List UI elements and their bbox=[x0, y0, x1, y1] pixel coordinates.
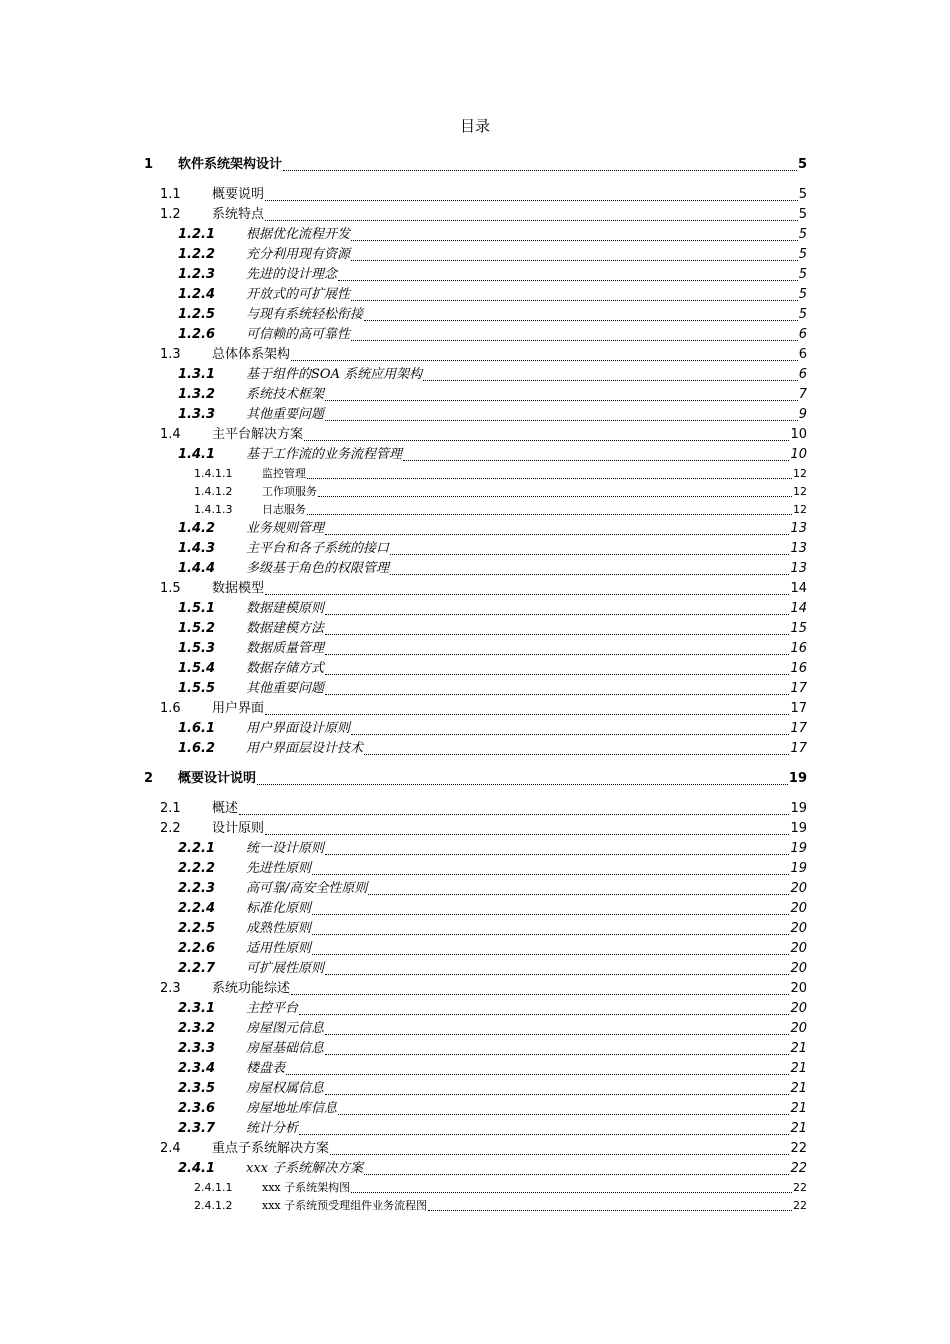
toc-entry-title: 充分利用现有资源 bbox=[246, 247, 351, 262]
toc-entry-number: 2.4.1.1 bbox=[194, 1181, 233, 1194]
toc-entry-number: 1.2.3 bbox=[178, 267, 216, 282]
toc-entry-title: 数据建模原则 bbox=[246, 601, 325, 616]
toc-entry-title: 房屋权属信息 bbox=[246, 1081, 325, 1096]
toc-entry[interactable] bbox=[178, 1079, 807, 1099]
toc-leader-dots bbox=[330, 1154, 789, 1155]
toc-entry-title: 用户界面 bbox=[212, 701, 265, 716]
toc-leader-dots bbox=[338, 280, 798, 281]
toc-entry-page: 22 bbox=[790, 1141, 807, 1156]
toc-entry[interactable] bbox=[144, 769, 807, 789]
toc-entry[interactable] bbox=[178, 739, 807, 759]
toc-entry[interactable] bbox=[178, 659, 807, 679]
toc-entry[interactable] bbox=[178, 619, 807, 639]
toc-entry-number: 1.5.2 bbox=[178, 621, 216, 636]
toc-entry-title: 统一设计原则 bbox=[246, 841, 325, 856]
toc-leader-dots bbox=[325, 1094, 789, 1095]
toc-entry[interactable] bbox=[178, 285, 807, 305]
toc-leader-dots bbox=[423, 380, 798, 381]
toc-entry-number: 1.3.3 bbox=[178, 407, 216, 422]
toc-entry-page: 19 bbox=[790, 841, 807, 856]
toc-leader-dots bbox=[265, 594, 789, 595]
toc-entry-number: 2.3.5 bbox=[178, 1081, 216, 1096]
toc-leader-dots bbox=[318, 496, 792, 497]
toc-leader-dots bbox=[390, 554, 789, 555]
toc-leader-dots bbox=[325, 420, 798, 421]
toc-leader-dots bbox=[312, 934, 789, 935]
toc-entry-number: 2.3.7 bbox=[178, 1121, 216, 1136]
toc-entry-number: 2.2.2 bbox=[178, 861, 216, 876]
toc-entry-number: 2.2.5 bbox=[178, 921, 216, 936]
toc-entry-page: 19 bbox=[790, 801, 807, 816]
toc-entry-page: 19 bbox=[788, 771, 807, 786]
toc-entry-title: 适用性原则 bbox=[246, 941, 312, 956]
toc-entry-page: 13 bbox=[790, 561, 807, 576]
toc-entry-number: 1.5.1 bbox=[178, 601, 216, 616]
toc-entry-page: 16 bbox=[790, 661, 807, 676]
toc-entry-page: 20 bbox=[790, 901, 807, 916]
toc-entry-number: 1.4.3 bbox=[178, 541, 216, 556]
toc-entry[interactable] bbox=[178, 385, 807, 405]
toc-entry[interactable] bbox=[194, 1197, 807, 1215]
toc-leader-dots bbox=[351, 240, 798, 241]
toc-entry-page: 5 bbox=[797, 157, 807, 172]
toc-entry[interactable] bbox=[178, 225, 807, 245]
toc-leader-dots bbox=[325, 534, 789, 535]
toc-leader-dots bbox=[312, 914, 789, 915]
toc-entry[interactable] bbox=[144, 155, 807, 175]
toc-leader-dots bbox=[390, 574, 789, 575]
toc-entry-page: 22 bbox=[793, 1199, 807, 1212]
toc-entry-number: 1.5.3 bbox=[178, 641, 216, 656]
toc-leader-dots bbox=[325, 854, 789, 855]
toc-entry-number: 2.4.1 bbox=[178, 1161, 216, 1176]
toc-entry-page: 5 bbox=[798, 227, 807, 242]
toc-entry-number: 1.4.1 bbox=[178, 447, 216, 462]
toc-entry-title: 高可靠/高安全性原则 bbox=[246, 881, 368, 896]
toc-entry-page: 14 bbox=[790, 601, 807, 616]
toc-entry-title: 用户界面设计原则 bbox=[246, 721, 351, 736]
toc-leader-dots bbox=[351, 260, 798, 261]
toc-entry-title: 工作项服务 bbox=[262, 485, 317, 498]
toc-leader-dots bbox=[325, 674, 789, 675]
toc-entry-number: 1.6 bbox=[160, 701, 181, 716]
toc-entry[interactable] bbox=[160, 819, 807, 839]
toc-entry-page: 21 bbox=[790, 1121, 807, 1136]
toc-entry[interactable] bbox=[178, 899, 807, 919]
toc-entry[interactable] bbox=[178, 325, 807, 345]
toc-entry-title: 可扩展性原则 bbox=[246, 961, 325, 976]
toc-entry-number: 2 bbox=[144, 771, 154, 786]
toc-entry-page: 22 bbox=[793, 1181, 807, 1194]
toc-entry-title: 主平台和各子系统的接口 bbox=[246, 541, 390, 556]
toc-entry-page: 7 bbox=[798, 387, 807, 402]
toc-entry-page: 21 bbox=[790, 1101, 807, 1116]
toc-entry[interactable] bbox=[160, 1139, 807, 1159]
toc-leader-dots bbox=[257, 784, 788, 785]
toc-entry[interactable] bbox=[160, 185, 807, 205]
toc-entry-page: 22 bbox=[790, 1161, 807, 1176]
toc-entry-title: 房屋图元信息 bbox=[246, 1021, 325, 1036]
toc-entry-title: 主控平台 bbox=[246, 1001, 299, 1016]
toc-entry[interactable] bbox=[178, 365, 807, 385]
toc-entry-number: 2.2.7 bbox=[178, 961, 216, 976]
toc-entry[interactable] bbox=[160, 699, 807, 719]
toc-entry-number: 1.4 bbox=[160, 427, 181, 442]
toc-entry[interactable] bbox=[178, 1099, 807, 1119]
toc-entry-number: 1.5.4 bbox=[178, 661, 216, 676]
toc-entry[interactable] bbox=[178, 939, 807, 959]
toc-entry[interactable] bbox=[178, 719, 807, 739]
toc-entry[interactable] bbox=[194, 501, 807, 519]
toc-entry[interactable] bbox=[178, 859, 807, 879]
toc-entry-title: xxx 子系统架构图 bbox=[262, 1181, 351, 1194]
toc-entry-title: 概要设计说明 bbox=[178, 771, 257, 786]
toc-entry-title: 概要说明 bbox=[212, 187, 265, 202]
toc-entry-title: 先进的设计理念 bbox=[246, 267, 338, 282]
toc-entry-page: 5 bbox=[798, 247, 807, 262]
toc-entry[interactable] bbox=[194, 465, 807, 483]
toc-entry-title: 数据存储方式 bbox=[246, 661, 325, 676]
toc-entry[interactable] bbox=[160, 345, 807, 365]
toc-entry[interactable] bbox=[160, 979, 807, 999]
toc-leader-dots bbox=[351, 734, 789, 735]
toc-entry-page: 20 bbox=[790, 961, 807, 976]
toc-entry-number: 1.5.5 bbox=[178, 681, 216, 696]
toc-entry-page: 5 bbox=[798, 287, 807, 302]
toc-entry-title: 房屋基础信息 bbox=[246, 1041, 325, 1056]
toc-entry-title: 数据建模方法 bbox=[246, 621, 325, 636]
toc-entry[interactable] bbox=[160, 425, 807, 445]
toc-entry-title: 成熟性原则 bbox=[246, 921, 312, 936]
toc-entry[interactable] bbox=[178, 959, 807, 979]
toc-entry-number: 2.3.2 bbox=[178, 1021, 216, 1036]
toc-entry[interactable] bbox=[178, 1039, 807, 1059]
toc-entry[interactable] bbox=[178, 599, 807, 619]
toc-entry-title: 系统技术框架 bbox=[246, 387, 325, 402]
toc-entry-title: 其他重要问题 bbox=[246, 681, 325, 696]
toc-leader-dots bbox=[325, 614, 789, 615]
toc-leader-dots bbox=[299, 1014, 789, 1015]
toc-entry-title: 与现有系统轻松衔接 bbox=[246, 307, 364, 322]
toc-leader-dots bbox=[283, 170, 797, 171]
toc-entry-title: 主平台解决方案 bbox=[212, 427, 304, 442]
toc-entry[interactable] bbox=[178, 999, 807, 1019]
toc-entry-page: 5 bbox=[798, 187, 807, 202]
toc-leader-dots bbox=[312, 954, 789, 955]
toc-entry-title: 先进性原则 bbox=[246, 861, 312, 876]
toc-leader-dots bbox=[299, 1134, 789, 1135]
toc-entry[interactable] bbox=[178, 519, 807, 539]
toc-entry[interactable] bbox=[178, 1119, 807, 1139]
toc-entry-page: 16 bbox=[790, 641, 807, 656]
toc-entry-page: 21 bbox=[790, 1061, 807, 1076]
toc-entry-number: 2.2.3 bbox=[178, 881, 216, 896]
toc-entry-page: 21 bbox=[790, 1081, 807, 1096]
toc-entry-page: 10 bbox=[790, 447, 807, 462]
toc-entry[interactable] bbox=[160, 205, 807, 225]
toc-entry-page: 14 bbox=[790, 581, 807, 596]
toc-entry-number: 2.4.1.2 bbox=[194, 1199, 233, 1212]
toc-entry-number: 2.3.3 bbox=[178, 1041, 216, 1056]
toc-entry-page: 12 bbox=[793, 503, 807, 516]
toc-entry[interactable] bbox=[178, 539, 807, 559]
toc-entry[interactable] bbox=[178, 679, 807, 699]
toc-entry-page: 19 bbox=[790, 821, 807, 836]
toc-entry-title: xxx 子系统解决方案 bbox=[246, 1161, 364, 1176]
toc-entry-number: 1.2.4 bbox=[178, 287, 216, 302]
toc-entry-number: 2.2.6 bbox=[178, 941, 216, 956]
toc-entry[interactable] bbox=[194, 1179, 807, 1197]
toc-entry-number: 1.2.1 bbox=[178, 227, 216, 242]
toc-leader-dots bbox=[364, 754, 789, 755]
toc-entry-title: 数据质量管理 bbox=[246, 641, 325, 656]
toc-entry-title: 系统功能综述 bbox=[212, 981, 291, 996]
toc-entry-title: 其他重要问题 bbox=[246, 407, 325, 422]
toc-leader-dots bbox=[325, 1034, 789, 1035]
toc-entry[interactable] bbox=[194, 483, 807, 501]
toc-leader-dots bbox=[325, 974, 789, 975]
toc-entry-title: 开放式的可扩展性 bbox=[246, 287, 351, 302]
toc-entry-title: 监控管理 bbox=[262, 467, 306, 480]
toc-leader-dots bbox=[351, 300, 798, 301]
toc-entry-number: 1.2 bbox=[160, 207, 181, 222]
toc-entry-number: 1.2.2 bbox=[178, 247, 216, 262]
toc-entry-page: 5 bbox=[798, 307, 807, 322]
toc-entry-number: 1.6.2 bbox=[178, 741, 216, 756]
toc-entry-title: 概述 bbox=[212, 801, 239, 816]
toc-entry-number: 2.3 bbox=[160, 981, 181, 996]
toc-entry[interactable] bbox=[178, 839, 807, 859]
toc-entry-number: 1.2.5 bbox=[178, 307, 216, 322]
toc-entry-page: 13 bbox=[790, 541, 807, 556]
toc-leader-dots bbox=[265, 714, 789, 715]
toc-leader-dots bbox=[307, 478, 792, 479]
toc-leader-dots bbox=[312, 874, 789, 875]
toc-entry[interactable] bbox=[178, 305, 807, 325]
toc-entry-page: 17 bbox=[790, 721, 807, 736]
toc-entry-page: 17 bbox=[790, 681, 807, 696]
toc-entry-title: 系统特点 bbox=[212, 207, 265, 222]
toc-leader-dots bbox=[325, 654, 789, 655]
toc-entry[interactable] bbox=[178, 405, 807, 425]
toc-entry-number: 1.1 bbox=[160, 187, 181, 202]
toc-entry[interactable] bbox=[178, 1059, 807, 1079]
toc-entry-number: 2.2 bbox=[160, 821, 181, 836]
toc-entry[interactable] bbox=[160, 579, 807, 599]
toc-entry-page: 5 bbox=[798, 207, 807, 222]
toc-entry-title: 房屋地址库信息 bbox=[246, 1101, 338, 1116]
toc-entry-title: 楼盘表 bbox=[246, 1061, 286, 1076]
toc-entry[interactable] bbox=[178, 639, 807, 659]
toc-entry-title: 重点子系统解决方案 bbox=[212, 1141, 330, 1156]
toc-entry-title: 设计原则 bbox=[212, 821, 265, 836]
toc-entry-page: 6 bbox=[798, 367, 807, 382]
toc-leader-dots bbox=[265, 220, 798, 221]
toc-entry-number: 1.2.6 bbox=[178, 327, 216, 342]
toc-entry-title: xxx 子系统预受理组件业务流程图 bbox=[262, 1199, 428, 1212]
toc-entry-number: 1.4.1.1 bbox=[194, 467, 233, 480]
toc-entry[interactable] bbox=[178, 1159, 807, 1179]
toc-entry-title: 数据模型 bbox=[212, 581, 265, 596]
toc-leader-dots bbox=[325, 634, 789, 635]
toc-entry-page: 20 bbox=[790, 1021, 807, 1036]
toc-entry-number: 1.4.1.3 bbox=[194, 503, 233, 516]
toc-entry-number: 2.3.1 bbox=[178, 1001, 216, 1016]
toc-entry-title: 业务规则管理 bbox=[246, 521, 325, 536]
toc-entry-number: 2.1 bbox=[160, 801, 181, 816]
toc-leader-dots bbox=[307, 514, 792, 515]
toc-entry-page: 12 bbox=[793, 467, 807, 480]
toc-entry-title: 用户界面层设计技术 bbox=[246, 741, 364, 756]
toc-leader-dots bbox=[351, 1192, 792, 1193]
toc-entry-number: 1.5 bbox=[160, 581, 181, 596]
toc-leader-dots bbox=[364, 1174, 789, 1175]
toc-entry-page: 10 bbox=[790, 427, 807, 442]
toc-entry-title: 统计分析 bbox=[246, 1121, 299, 1136]
toc-leader-dots bbox=[338, 1114, 789, 1115]
toc-leader-dots bbox=[403, 460, 789, 461]
toc-entry[interactable] bbox=[160, 799, 807, 819]
toc-entry-title: 标准化原则 bbox=[246, 901, 312, 916]
toc-entry[interactable] bbox=[178, 265, 807, 285]
toc-entry-number: 1.3.2 bbox=[178, 387, 216, 402]
toc-entry-title: 总体体系架构 bbox=[212, 347, 291, 362]
toc-entry-title: 软件系统架构设计 bbox=[178, 157, 283, 172]
toc-entry-number: 2.2.4 bbox=[178, 901, 216, 916]
toc-leader-dots bbox=[325, 694, 789, 695]
toc-entry-number: 1.4.4 bbox=[178, 561, 216, 576]
toc-entry-page: 15 bbox=[790, 621, 807, 636]
toc-entry-page: 20 bbox=[790, 981, 807, 996]
toc-entry-number: 1.6.1 bbox=[178, 721, 216, 736]
toc-entry[interactable] bbox=[178, 245, 807, 265]
toc-leader-dots bbox=[304, 440, 789, 441]
toc-entry-page: 20 bbox=[790, 881, 807, 896]
toc-entry[interactable] bbox=[178, 1019, 807, 1039]
toc-entry-page: 6 bbox=[798, 327, 807, 342]
toc-entry[interactable] bbox=[178, 919, 807, 939]
toc-entry-page: 12 bbox=[793, 485, 807, 498]
toc-leader-dots bbox=[286, 1074, 789, 1075]
toc-entry-page: 20 bbox=[790, 921, 807, 936]
toc-entry[interactable] bbox=[178, 445, 807, 465]
toc-entry[interactable] bbox=[178, 879, 807, 899]
toc-leader-dots bbox=[325, 1054, 789, 1055]
toc-leader-dots bbox=[265, 200, 798, 201]
toc-leader-dots bbox=[291, 360, 798, 361]
toc-leader-dots bbox=[364, 320, 798, 321]
toc-leader-dots bbox=[368, 894, 789, 895]
toc-entry[interactable] bbox=[178, 559, 807, 579]
toc-leader-dots bbox=[239, 814, 789, 815]
toc-leader-dots bbox=[325, 400, 798, 401]
toc-entry-page: 20 bbox=[790, 1001, 807, 1016]
toc-entry-title: 基于工作流的业务流程管理 bbox=[246, 447, 403, 462]
toc-entry-title: 可信赖的高可靠性 bbox=[246, 327, 351, 342]
toc-entry-title: 多级基于角色的权限管理 bbox=[246, 561, 390, 576]
toc-entry-page: 9 bbox=[798, 407, 807, 422]
toc-entry-page: 21 bbox=[790, 1041, 807, 1056]
toc-entry-title: 基于组件的SOA 系统应用架构 bbox=[246, 367, 423, 382]
toc-leader-dots bbox=[291, 994, 789, 995]
toc-entry-number: 1.4.2 bbox=[178, 521, 216, 536]
toc-title: 目录 bbox=[459, 117, 490, 135]
toc-entry-title: 日志服务 bbox=[262, 503, 306, 516]
toc-entry-page: 13 bbox=[790, 521, 807, 536]
toc-entry-page: 19 bbox=[790, 861, 807, 876]
toc-entry-page: 5 bbox=[798, 267, 807, 282]
toc-entry-page: 6 bbox=[798, 347, 807, 362]
toc-entry-number: 1.4.1.2 bbox=[194, 485, 233, 498]
toc-entry-page: 17 bbox=[790, 741, 807, 756]
toc-entry-number: 1.3.1 bbox=[178, 367, 216, 382]
toc-entry-page: 20 bbox=[790, 941, 807, 956]
toc-entry-page: 17 bbox=[790, 701, 807, 716]
toc-entry-number: 2.4 bbox=[160, 1141, 181, 1156]
toc-entry-number: 2.2.1 bbox=[178, 841, 216, 856]
toc-entry-number: 1.3 bbox=[160, 347, 181, 362]
toc-entry-number: 2.3.4 bbox=[178, 1061, 216, 1076]
toc-leader-dots bbox=[265, 834, 789, 835]
toc-entry-number: 1 bbox=[144, 157, 154, 172]
toc-entry-title: 根据优化流程开发 bbox=[246, 227, 351, 242]
toc-leader-dots bbox=[428, 1210, 792, 1211]
toc-leader-dots bbox=[351, 340, 798, 341]
toc-entry-number: 2.3.6 bbox=[178, 1101, 216, 1116]
